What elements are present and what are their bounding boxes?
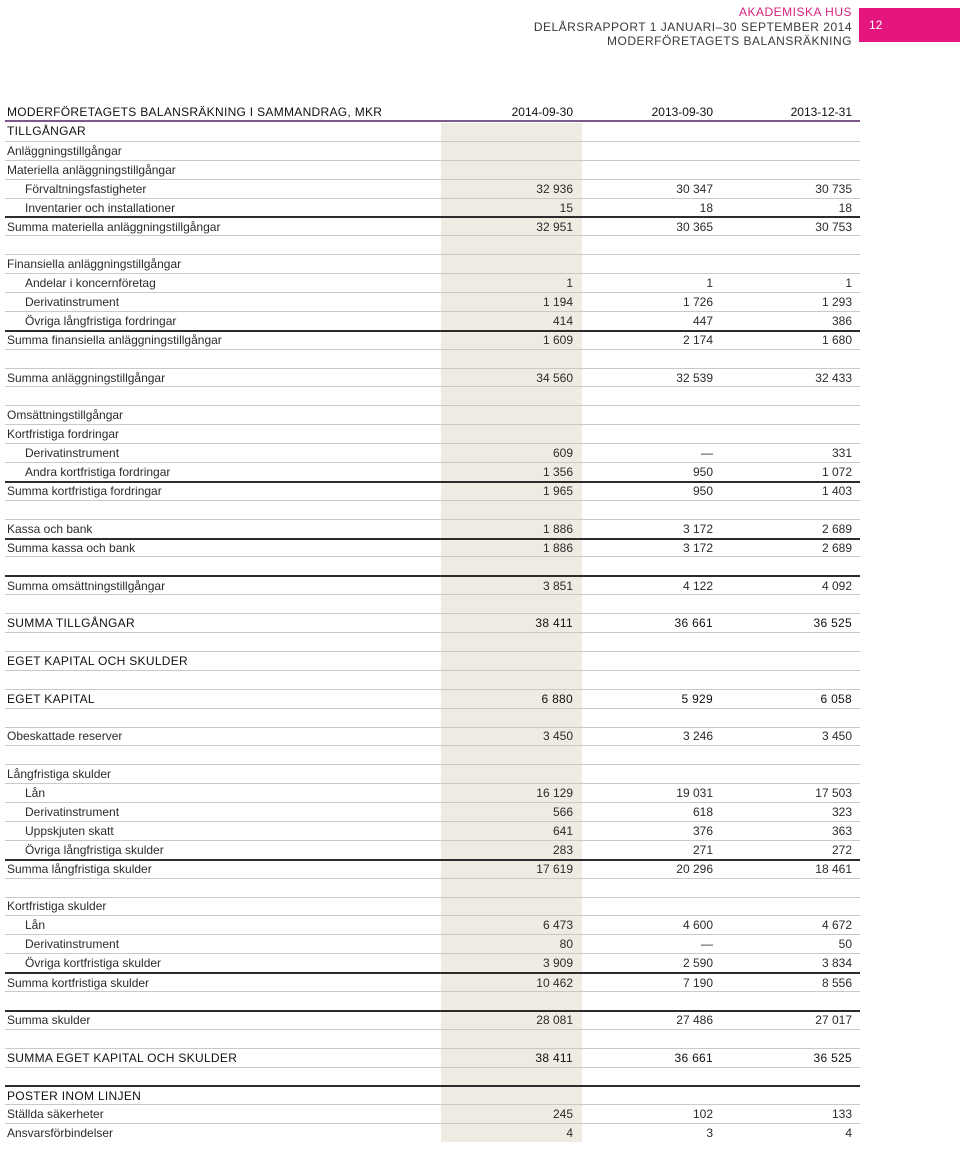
- row-label: Finansiella anläggningstillgångar: [7, 257, 182, 272]
- row-value: 1 293: [821, 294, 852, 309]
- row-value: 36 661: [674, 1050, 713, 1065]
- row-label: Derivatinstrument: [25, 937, 120, 952]
- row-value: 363: [831, 823, 852, 838]
- row-value: 3 851: [542, 578, 573, 593]
- row-value: 283: [552, 842, 573, 857]
- table-row: [5, 330, 860, 349]
- row-value: 20 296: [676, 862, 713, 877]
- row-label: Derivatinstrument: [25, 805, 120, 819]
- table-row: [5, 424, 860, 443]
- table-row: [5, 216, 860, 235]
- row-value: 4 600: [682, 918, 713, 933]
- table-row: [5, 519, 860, 538]
- row-value: 50: [838, 937, 852, 952]
- spacer-row: [5, 594, 860, 613]
- row-value: 641: [552, 823, 573, 838]
- table-row: [5, 613, 860, 632]
- spacer-row: [5, 500, 860, 519]
- row-value: 28 081: [536, 1013, 573, 1028]
- row-value: 6 473: [542, 918, 573, 933]
- row-value: 17 503: [815, 786, 852, 801]
- column-header: 2014-09-30: [511, 104, 573, 119]
- row-label: TILLGÅNGAR: [7, 124, 87, 139]
- table-row: [5, 1123, 860, 1142]
- row-value: —: [701, 937, 713, 952]
- row-label: EGET KAPITAL OCH SKULDER: [7, 653, 189, 668]
- row-value: 323: [831, 805, 852, 819]
- report-title: DELÅRSRAPPORT 1 JANUARI–30 SEPTEMBER 2014: [533, 19, 852, 34]
- row-value: 566: [552, 805, 573, 819]
- table-row: [5, 651, 860, 670]
- row-label: Summa materiella anläggningstillgångar: [7, 219, 221, 234]
- row-value: 4: [845, 1126, 852, 1141]
- table-row: [5, 1085, 860, 1104]
- table-row: [5, 1010, 860, 1029]
- table-row: [5, 292, 860, 311]
- row-label: Obeskattade reserver: [7, 729, 123, 744]
- row-value: 16 129: [536, 786, 573, 801]
- row-value: 17 619: [536, 862, 573, 877]
- row-value: 19 031: [676, 786, 713, 801]
- row-value: 10 462: [536, 975, 573, 990]
- row-value: 30 347: [676, 181, 713, 196]
- row-value: 5 929: [681, 691, 713, 706]
- row-value: 271: [692, 842, 713, 857]
- spacer-row: [5, 708, 860, 727]
- row-label: Omsättningstillgångar: [7, 408, 124, 423]
- table-body: [5, 122, 860, 1142]
- table-row: [5, 198, 860, 217]
- row-value: 18 461: [815, 862, 852, 877]
- row-label: Summa finansiella anläggningstillgångar: [7, 333, 222, 348]
- spacer-row: [5, 386, 860, 405]
- row-label: Kassa och bank: [7, 521, 93, 536]
- spacer-row: [5, 349, 860, 368]
- row-label: Andra kortfristiga fordringar: [25, 464, 171, 479]
- table-row: [5, 273, 860, 292]
- spacer-row: [5, 1067, 860, 1086]
- row-label: Ansvarsförbindelser: [7, 1126, 114, 1141]
- row-value: 1 609: [542, 333, 573, 348]
- table-row: [5, 141, 860, 160]
- table-title: MODERFÖRETAGETS BALANSRÄKNING I SAMMANDRAG, MKR: [7, 104, 383, 119]
- row-value: 3 834: [821, 956, 852, 971]
- table-row: [5, 689, 860, 708]
- row-value: 2 689: [821, 541, 852, 556]
- page-header: [534, 5, 852, 49]
- row-value: 1 726: [682, 294, 713, 309]
- row-value: 18: [699, 200, 713, 215]
- spacer-row: [5, 1029, 860, 1048]
- spacer-row: [5, 556, 860, 575]
- table-row: [5, 538, 860, 557]
- row-label: Långfristiga skulder: [7, 767, 112, 782]
- table-header-row: [5, 103, 860, 122]
- row-label: Uppskjuten skatt: [25, 823, 114, 838]
- section-title: MODERFÖRETAGETS BALANSRÄKNING: [607, 34, 852, 48]
- row-value: 386: [831, 313, 852, 328]
- column-header: 2013-09-30: [651, 104, 713, 119]
- row-value: 1 886: [542, 541, 573, 556]
- row-value: 38 411: [535, 1050, 573, 1065]
- table-row: [5, 443, 860, 462]
- row-value: 1 403: [821, 484, 852, 499]
- row-value: 4 092: [821, 578, 852, 593]
- row-label: SUMMA EGET KAPITAL OCH SKULDER: [7, 1050, 238, 1065]
- row-label: Summa kortfristiga skulder: [7, 975, 150, 990]
- table-row: [5, 481, 860, 500]
- row-value: 36 525: [813, 1050, 852, 1065]
- row-label: POSTER INOM LINJEN: [7, 1088, 142, 1103]
- row-label: Summa anläggningstillgångar: [7, 370, 166, 385]
- table-row: [5, 821, 860, 840]
- table-row: [5, 1048, 860, 1067]
- row-value: 4: [566, 1126, 573, 1141]
- row-value: 1 680: [821, 333, 852, 348]
- row-value: 27 486: [676, 1013, 713, 1028]
- row-value: 3 172: [682, 521, 713, 536]
- table-row: [5, 953, 860, 972]
- row-value: 6 058: [820, 691, 852, 706]
- row-label: Lån: [25, 918, 46, 933]
- row-value: 3 450: [821, 729, 852, 744]
- row-value: 80: [559, 937, 573, 952]
- row-value: 38 411: [535, 616, 573, 631]
- row-label: Förvaltningsfastigheter: [25, 181, 147, 196]
- row-label: Ställda säkerheter: [7, 1107, 104, 1122]
- row-value: 32 433: [815, 370, 852, 385]
- row-value: 15: [559, 200, 573, 215]
- row-value: —: [701, 446, 713, 461]
- row-label: Lån: [25, 786, 46, 801]
- table-row: [5, 254, 860, 273]
- row-value: 376: [692, 823, 713, 838]
- row-label: Övriga långfristiga fordringar: [25, 313, 177, 328]
- table-row: [5, 764, 860, 783]
- row-value: 8 556: [821, 975, 852, 990]
- table-row: [5, 859, 860, 878]
- table-row: [5, 311, 860, 330]
- table-row: [5, 915, 860, 934]
- row-value: 18: [838, 200, 852, 215]
- row-value: 1 356: [542, 464, 573, 479]
- row-value: 4 672: [821, 918, 852, 933]
- row-value: 1: [706, 276, 713, 291]
- row-value: 272: [831, 842, 852, 857]
- row-value: 245: [552, 1107, 573, 1122]
- row-value: 32 936: [536, 181, 573, 196]
- spacer-row: [5, 991, 860, 1010]
- row-value: 27 017: [815, 1013, 852, 1028]
- row-value: 102: [692, 1107, 713, 1122]
- row-value: 1: [845, 276, 852, 291]
- row-value: 4 122: [682, 578, 713, 593]
- row-label: Summa kortfristiga fordringar: [7, 484, 162, 499]
- row-value: 950: [692, 464, 713, 479]
- table-row: [5, 122, 860, 141]
- row-value: 447: [692, 313, 713, 328]
- page-number-box: [859, 8, 960, 42]
- row-value: 32 951: [536, 219, 573, 234]
- row-value: 2 689: [821, 521, 852, 536]
- row-value: 1 194: [542, 294, 573, 309]
- row-label: Derivatinstrument: [25, 294, 120, 309]
- row-value: 3 172: [682, 541, 713, 556]
- spacer-row: [5, 670, 860, 689]
- table-row: [5, 802, 860, 821]
- row-label: Andelar i koncernföretag: [25, 276, 156, 291]
- row-value: 1 886: [542, 521, 573, 536]
- spacer-row: [5, 632, 860, 651]
- row-value: 30 365: [676, 219, 713, 234]
- row-label: Derivatinstrument: [25, 446, 120, 461]
- table-row: [5, 840, 860, 859]
- row-value: 609: [552, 446, 573, 461]
- company-name: AKADEMISKA HUS: [738, 5, 852, 19]
- row-value: 1 965: [542, 484, 573, 499]
- row-value: 1 072: [821, 464, 852, 479]
- table-row: [5, 1104, 860, 1123]
- row-value: 30 735: [815, 181, 852, 196]
- page-number: 12: [869, 18, 883, 32]
- row-value: 414: [552, 313, 573, 328]
- row-value: 34 560: [536, 370, 573, 385]
- table-row: [5, 179, 860, 198]
- table-row: [5, 368, 860, 387]
- table-row: [5, 462, 860, 481]
- row-value: 32 539: [676, 370, 713, 385]
- table-row: [5, 405, 860, 424]
- row-value: 6 880: [541, 691, 573, 706]
- row-value: 950: [692, 484, 713, 499]
- row-value: 7 190: [682, 975, 713, 990]
- spacer-row: [5, 745, 860, 764]
- row-label: Summa skulder: [7, 1013, 91, 1028]
- row-label: Övriga långfristiga skulder: [25, 842, 164, 857]
- row-value: 2 174: [682, 333, 713, 348]
- table-row: [5, 934, 860, 953]
- table-row: [5, 972, 860, 991]
- row-value: 133: [831, 1107, 852, 1122]
- row-value: 3 450: [542, 729, 573, 744]
- row-label: Materiella anläggningstillgångar: [7, 162, 176, 177]
- row-label: Övriga kortfristiga skulder: [25, 956, 162, 971]
- row-value: 3: [706, 1126, 713, 1141]
- row-label: Summa omsättningstillgångar: [7, 578, 166, 593]
- row-value: 3 909: [542, 956, 573, 971]
- row-value: 1: [566, 276, 573, 291]
- row-label: Summa långfristiga skulder: [7, 862, 152, 877]
- row-label: Anläggningstillgångar: [7, 143, 122, 158]
- table-row: [5, 783, 860, 802]
- table-row: [5, 160, 860, 179]
- row-value: 3 246: [682, 729, 713, 744]
- row-value: 618: [692, 805, 713, 819]
- balance-sheet-table: [5, 103, 860, 1142]
- row-value: 2 590: [682, 956, 713, 971]
- column-header: 2013-12-31: [790, 104, 852, 119]
- table-row: [5, 897, 860, 916]
- row-value: 36 525: [813, 616, 852, 631]
- row-label: SUMMA TILLGÅNGAR: [7, 616, 135, 631]
- row-label: Kortfristiga fordringar: [7, 427, 120, 442]
- row-label: Inventarier och installationer: [25, 200, 176, 215]
- spacer-row: [5, 235, 860, 254]
- spacer-row: [5, 878, 860, 897]
- row-value: 331: [831, 446, 852, 461]
- row-label: EGET KAPITAL: [7, 691, 95, 706]
- row-value: 36 661: [674, 616, 713, 631]
- row-label: Summa kassa och bank: [7, 541, 136, 556]
- row-label: Kortfristiga skulder: [7, 899, 107, 914]
- row-value: 30 753: [815, 219, 852, 234]
- table-row: [5, 727, 860, 746]
- table-row: [5, 575, 860, 594]
